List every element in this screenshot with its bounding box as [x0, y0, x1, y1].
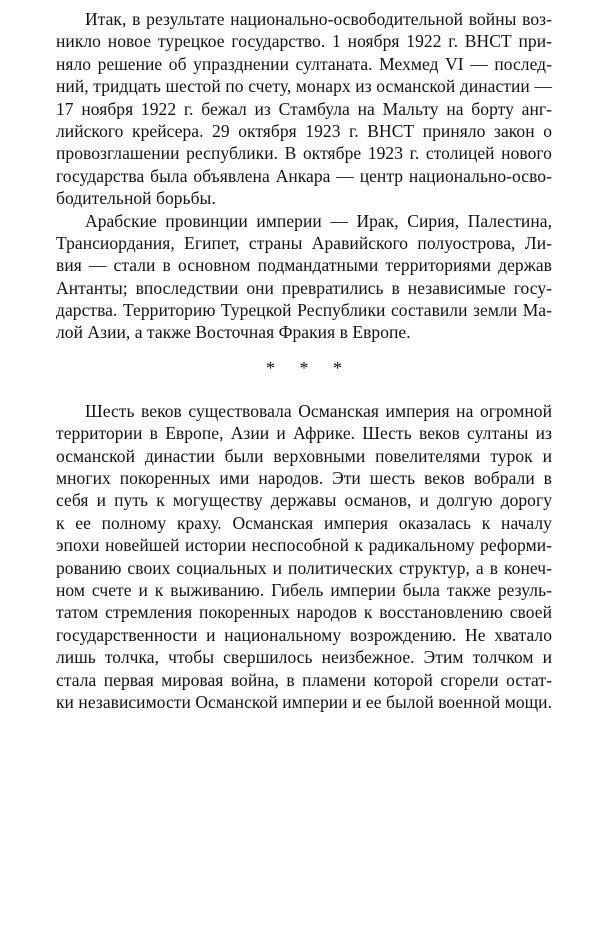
text-line: дарства. Территорию Турецкой Республики составили земли Ма- — [56, 300, 552, 321]
text-line: Арабские провинции империи — Ирак, Сирия, Палестина, — [85, 210, 552, 231]
text-line: 17 ноября 1922 г. бежал из Стамбула на Мальту на борту анг- — [56, 98, 552, 119]
paragraph-turkish-state — [56, 8, 552, 210]
text-line: территории в Европе, Азии и Африке. Шесть веков султаны из — [56, 423, 552, 444]
text-line: лой Азии, а также Восточная Фракия в Европе. — [56, 322, 411, 343]
text-line: османской династии были верховными повелителями турок и — [56, 445, 552, 466]
paragraph-ottoman-empire-summary — [56, 400, 552, 713]
text-line: ки независимости Османской империи и ее былой военной мощи. — [56, 691, 552, 712]
text-line: Шесть веков существовала Османская империя на огромной — [85, 400, 552, 421]
text-line: Итак, в результате национально-освободительной войны воз- — [85, 9, 552, 29]
document-page — [56, 8, 552, 713]
text-line: татом стремления покоренных народов к восстановлению своей — [56, 602, 552, 623]
text-line: няло решение об упразднении султаната. Мехмед VI — послед- — [56, 53, 552, 74]
text-line: эпохи новейшей истории неспособной к радикальному реформи- — [56, 535, 552, 556]
text-line: государства была объявлена Анкара — центр национально-осво- — [56, 165, 552, 186]
text-line: многих покоренных ими народов. Эти шесть веков вобрали в — [56, 468, 552, 489]
text-line: Трансиордания, Египет, страны Аравийского полуострова, Ли- — [56, 232, 552, 253]
text-line: к ее полному краху. Османская империя оказалась к началу — [56, 512, 552, 533]
text-line: лийского крейсера. 29 октября 1923 г. ВНСТ приняло закон о — [56, 120, 552, 141]
text-line: себя и путь к могуществу державы османов, и долгую дорогу — [56, 490, 552, 511]
text-line: лишь толчка, чтобы свершилось неизбежное. Этим толчком и — [56, 647, 552, 668]
text-line: стала первая мировая война, в пламени которой сгорели остат- — [56, 669, 552, 690]
text-line: вия — стали в основном подмандатными территориями держав — [56, 255, 552, 276]
text-line: рованию своих социальных и политических структур, а в конеч- — [56, 557, 552, 578]
text-line: государственности и национальному возрождению. Не хватало — [56, 624, 552, 645]
text-line: никло новое турецкое государство. 1 ноября 1922 г. ВНСТ при- — [56, 31, 552, 52]
text-line: провозглашении республики. В октябре 1923 г. столицей нового — [56, 143, 552, 164]
text-line: Антанты; впоследствии они превратились в независимые госу- — [56, 277, 552, 298]
text-line: ном счете и к выживанию. Гибель империи была также резуль- — [56, 579, 552, 600]
section-separator: * * * — [266, 357, 352, 378]
paragraph-arab-provinces — [56, 210, 552, 344]
text-line: бодительной борьбы. — [56, 188, 216, 209]
text-line: ний, тридцать шестой по счету, монарх из османской династии — — [56, 76, 552, 97]
